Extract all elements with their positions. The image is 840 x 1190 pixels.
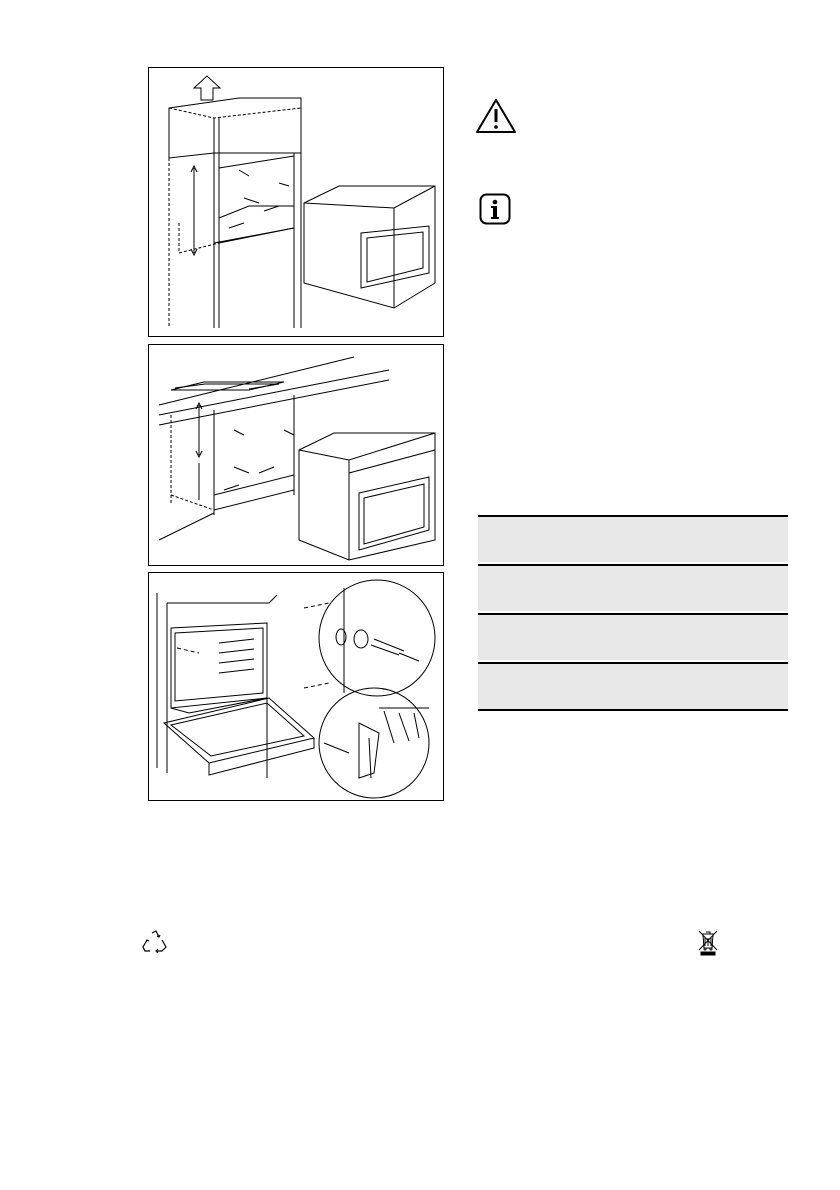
table-cell xyxy=(478,565,788,611)
table-row xyxy=(478,516,788,562)
warning-icon xyxy=(475,98,517,134)
table-cell xyxy=(478,516,788,562)
tall-cabinet-diagram xyxy=(149,68,443,336)
warning-triangle-icon xyxy=(475,98,517,134)
info-icon xyxy=(479,193,511,225)
figure-fixing-screws xyxy=(148,572,444,801)
lift-arrow-icon xyxy=(194,76,220,100)
table-cell xyxy=(478,663,788,710)
info-square-icon xyxy=(479,193,511,225)
weee-bin-icon xyxy=(697,928,719,956)
specification-table xyxy=(478,515,788,711)
table-row xyxy=(478,663,788,710)
table-row xyxy=(478,565,788,611)
crossed-out-bin-icon xyxy=(697,928,719,956)
table-cell xyxy=(478,614,788,660)
recycle-arrows-icon xyxy=(140,928,170,958)
fixing-screws-diagram xyxy=(149,573,443,800)
under-worktop-diagram xyxy=(149,345,443,565)
figure-tall-cabinet-installation xyxy=(148,67,444,337)
figure-under-worktop-installation xyxy=(148,344,444,566)
recycle-icon xyxy=(140,928,170,958)
table-row xyxy=(478,614,788,660)
